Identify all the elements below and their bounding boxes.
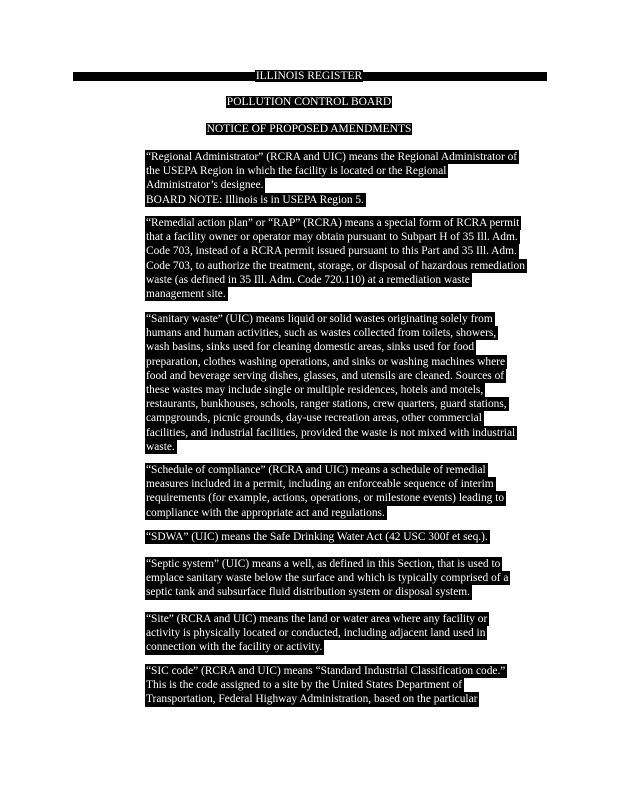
text-line: these wastes may include single or multiple residences, hotels and motels, <box>146 384 484 397</box>
board-note: BOARD NOTE: Illinois is in USEPA Region 5. <box>146 193 364 206</box>
text-line: “Septic system” (UIC) means a well, as defined in this Section, that is used to <box>146 558 501 570</box>
definition-sanitary-waste <box>145 312 517 454</box>
text-line: “Remedial action plan” or “RAP” (RCRA) means a special form of RCRA permit <box>146 217 520 229</box>
text-line: restaurants, bunkhouses, schools, ranger stations, crew quarters, guard stations, <box>146 398 507 411</box>
text-line: waste (as defined in 35 Ill. Adm. Code 720.110) at a remediation waste <box>146 273 470 286</box>
text-line: campgrounds, picnic grounds, day-use recreation areas, other commercial <box>146 412 482 425</box>
text-line: requirements (for example, actions, operations, or milestone events) leading to <box>146 492 505 505</box>
text-line: measures included in a permit, including an enforceable sequence of interim <box>146 478 494 491</box>
definition-sic-code <box>145 664 507 707</box>
text-line: Code 703, to authorize the treatment, storage, or disposal of hazardous remediation <box>146 259 525 272</box>
text-line: “SIC code” (RCRA and UIC) means “Standard Industrial Classification code.” <box>146 665 506 677</box>
text-line: Administrator’s designee. <box>146 179 264 192</box>
text-line: activity is physically located or conducted, including adjacent land used in <box>146 627 486 640</box>
text-line: waste. <box>146 440 175 453</box>
text-line: that a facility owner or operator may obtain pursuant to Subpart H of 35 Ill. Adm. <box>146 231 518 244</box>
text-line: septic tank and subsurface fluid distribution system or disposal system. <box>146 586 470 599</box>
text-line: “SDWA” (UIC) means the Safe Drinking Water Act (42 USC 300f et seq.). <box>146 531 488 543</box>
text-line: preparation, clothes washing operations, and sinks or washing machines where <box>146 355 506 368</box>
text-line: This is the code assigned to a site by the United States Department of <box>146 679 463 692</box>
text-line: “Sanitary waste” (UIC) means liquid or solid wastes originating solely from <box>146 313 493 325</box>
text-line: humans and human activities, such as wastes collected from toilets, showers, <box>146 327 497 340</box>
text-line: wash basins, sinks used for cleaning domestic areas, sinks used for food <box>146 341 475 354</box>
text-line: emplace sanitary waste below the surface and which is typically comprised of a <box>146 572 509 585</box>
text-line: “Regional Administrator” (RCRA and UIC) means the Regional Administrator of <box>146 151 518 163</box>
text-line: “Schedule of compliance” (RCRA and UIC) means a schedule of remedial <box>146 464 486 476</box>
definition-septic-system <box>145 557 510 600</box>
text-line: food and beverage serving dishes, glasses, and utensils are cleaned. Sources of <box>146 369 505 382</box>
definition-remedial-action-plan <box>145 216 527 301</box>
text-line: the USEPA Region in which the facility is located or the Regional <box>146 165 447 178</box>
definition-regional-administrator <box>145 150 519 207</box>
notice-heading: NOTICE OF PROPOSED AMENDMENTS <box>206 123 412 135</box>
definition-sdwa <box>145 530 490 544</box>
text-line: Transportation, Federal Highway Administration, based on the particular <box>146 693 478 706</box>
text-line: connection with the facility or activity. <box>146 641 323 654</box>
text-line: facilities, and industrial facilities, provided the waste is not mixed with industrial <box>146 426 516 439</box>
text-line: management site. <box>146 288 226 301</box>
text-line: Code 703, instead of a RCRA permit issued pursuant to this Part and 35 Ill. Adm. <box>146 245 517 258</box>
text-line: “Site” (RCRA and UIC) means the land or water area where any facility or <box>146 613 488 625</box>
definition-schedule-of-compliance <box>145 463 506 520</box>
register-heading: ILLINOIS REGISTER <box>255 70 363 82</box>
definition-site <box>145 612 489 655</box>
text-line: compliance with the appropriate act and regulations. <box>146 506 385 519</box>
board-heading: POLLUTION CONTROL BOARD <box>226 96 392 108</box>
